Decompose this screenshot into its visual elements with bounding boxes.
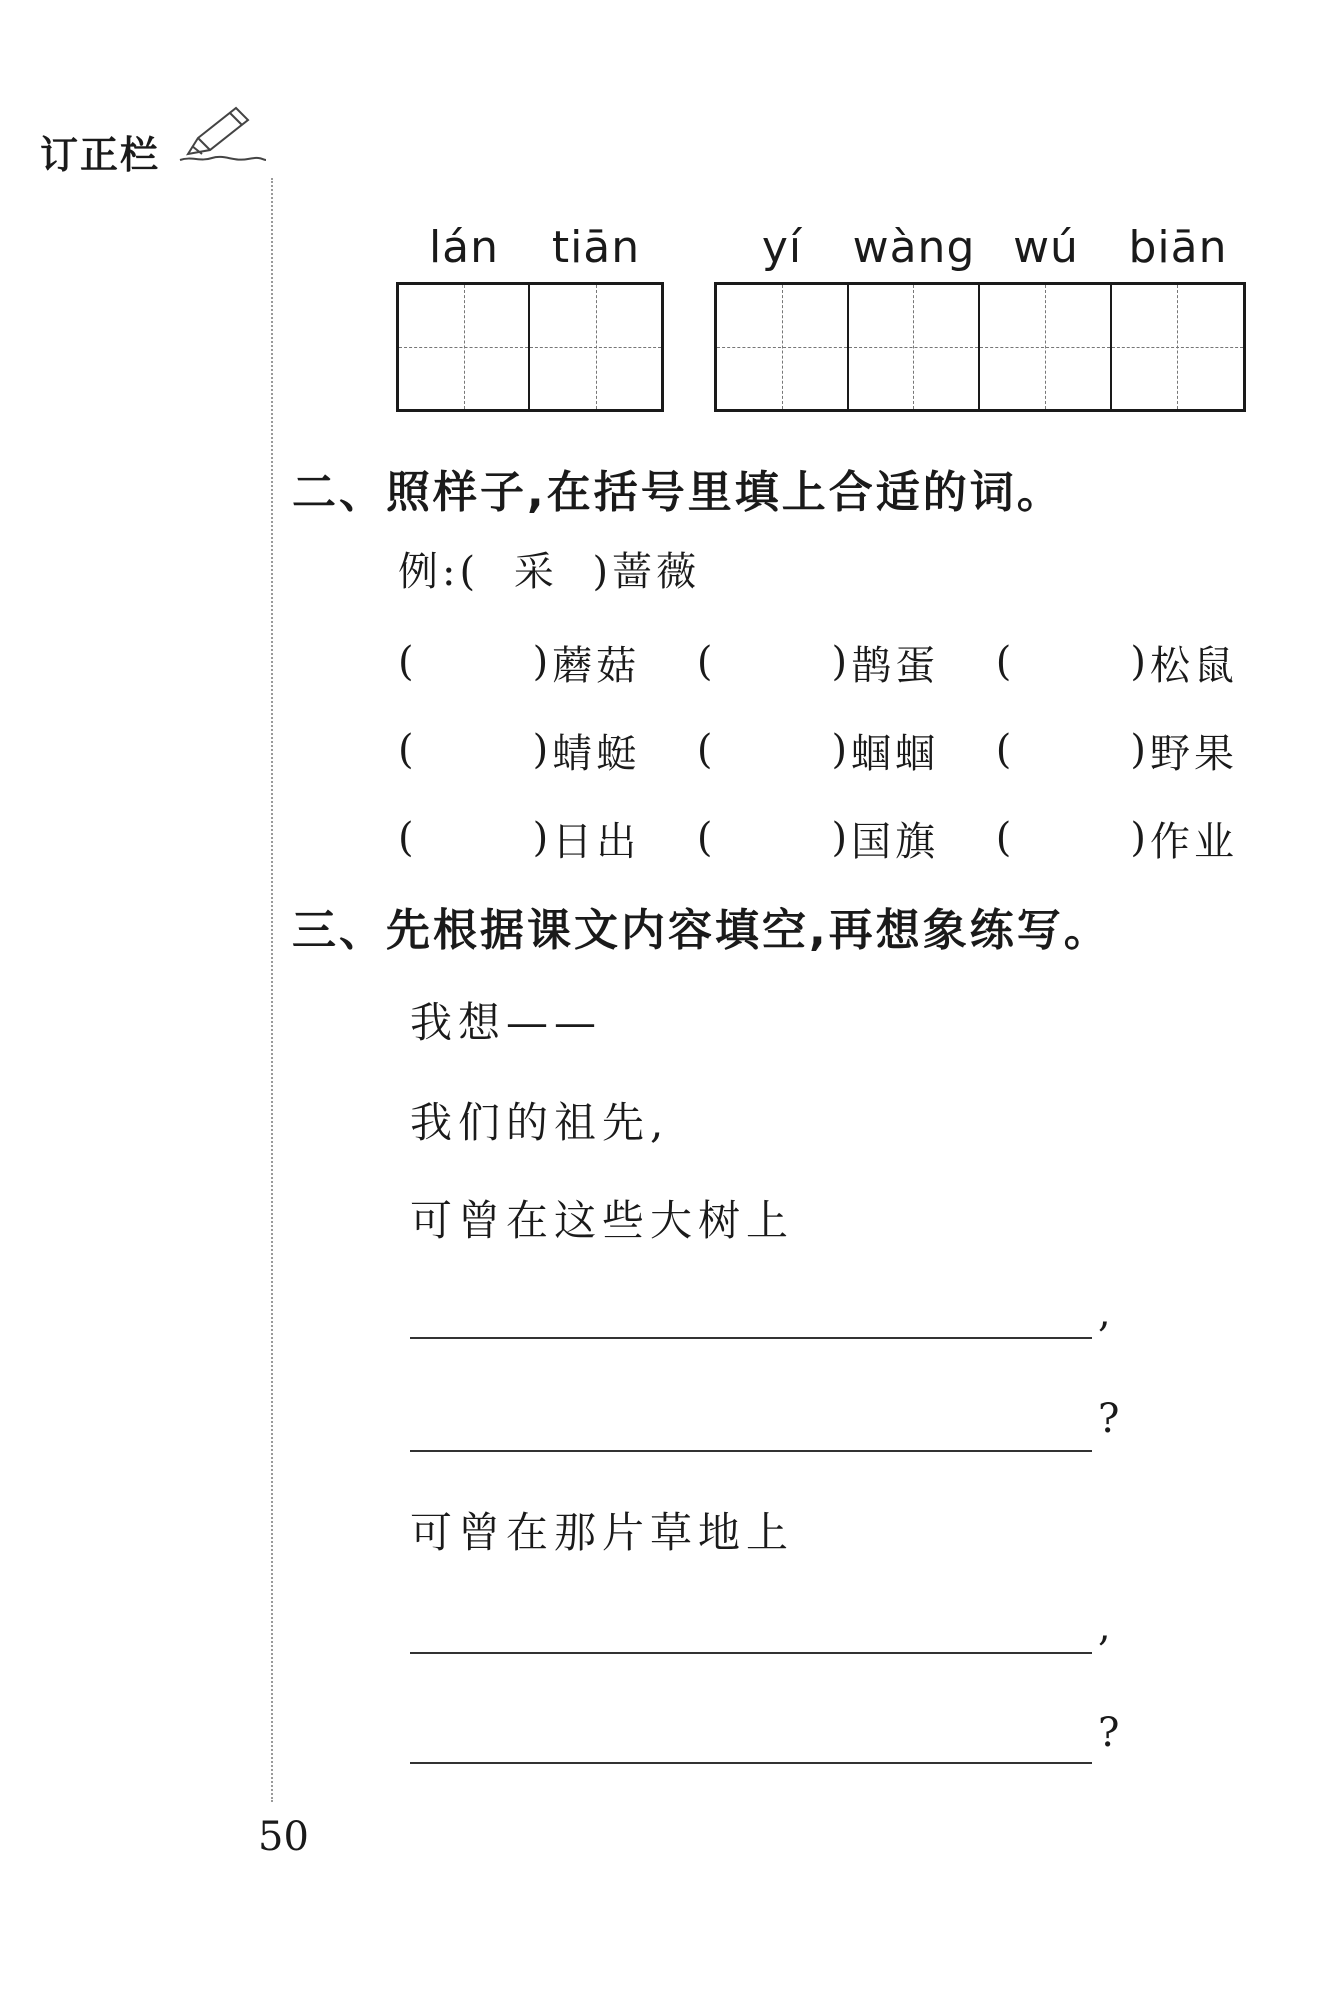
writing-blank[interactable]	[410, 1450, 1092, 1452]
fill-in-item: ( ) 鹊蛋	[697, 632, 939, 692]
example-suffix: )蔷薇	[592, 549, 701, 595]
fill-in-word: 蝈蝈	[851, 730, 940, 777]
fill-in-item: ( ) 蝈蝈	[697, 720, 939, 780]
fill-in-word: 国旗	[851, 818, 940, 865]
text-line: 我想——	[410, 998, 603, 1047]
punctuation-mark: ,	[1098, 1290, 1111, 1336]
punctuation-mark: ?	[1098, 1710, 1120, 1756]
pencil-icon	[178, 102, 268, 164]
character-grid-group	[714, 282, 1246, 412]
example-line	[398, 540, 700, 597]
character-grid-group	[396, 282, 664, 412]
pinyin-label: lán	[428, 222, 500, 273]
fill-in-item: ( ) 国旗	[697, 808, 939, 868]
pinyin-label: yí	[761, 222, 803, 273]
fill-in-item: ( ) 野果	[996, 720, 1238, 780]
text-line: 可曾在那片草地上	[410, 1508, 795, 1557]
fill-in-word: 松鼠	[1150, 642, 1238, 689]
page-number: 50	[258, 1814, 309, 1860]
fill-in-word: 日出	[552, 818, 641, 865]
pinyin-label: tiān	[551, 222, 641, 273]
character-box[interactable]	[849, 285, 981, 409]
text-line: 可曾在这些大树上	[410, 1196, 795, 1245]
punctuation-mark: ?	[1098, 1396, 1120, 1442]
fill-in-word: 蜻蜓	[552, 730, 641, 777]
section-title: 二、照样子,在括号里填上合适的词。	[292, 467, 1064, 518]
example-prefix: 例:(	[398, 549, 480, 595]
writing-blank[interactable]	[410, 1652, 1092, 1654]
character-box[interactable]	[399, 285, 530, 409]
fill-in-item: ( ) 松鼠	[996, 632, 1238, 692]
writing-blank[interactable]	[410, 1762, 1092, 1764]
example-answer: 采	[513, 549, 558, 595]
writing-blank[interactable]	[410, 1337, 1092, 1339]
text-line: 我们的祖先,	[410, 1098, 670, 1147]
character-box[interactable]	[1112, 285, 1244, 409]
fill-in-row	[398, 632, 1238, 692]
pinyin-label: wàng	[852, 222, 976, 273]
correction-column-label: 订正栏	[40, 133, 161, 177]
fill-in-word: 鹊蛋	[851, 642, 940, 689]
margin-divider	[271, 178, 273, 1802]
character-box[interactable]	[980, 285, 1112, 409]
fill-in-item: ( ) 作业	[996, 808, 1238, 868]
pinyin-label: biān	[1128, 222, 1228, 273]
pinyin-label: wú	[1013, 222, 1079, 273]
fill-in-row	[398, 720, 1238, 780]
fill-in-item: ( ) 蘑菇	[398, 632, 640, 692]
section-title: 三、先根据课文内容填空,再想象练写。	[292, 905, 1111, 956]
punctuation-mark: ,	[1098, 1604, 1111, 1650]
fill-in-word: 野果	[1150, 730, 1238, 777]
fill-in-item: ( ) 蜻蜓	[398, 720, 640, 780]
fill-in-word: 蘑菇	[552, 642, 641, 689]
fill-in-item: ( ) 日出	[398, 808, 640, 868]
character-box[interactable]	[530, 285, 661, 409]
character-box[interactable]	[717, 285, 849, 409]
fill-in-word: 作业	[1150, 818, 1238, 865]
fill-in-row	[398, 808, 1238, 868]
